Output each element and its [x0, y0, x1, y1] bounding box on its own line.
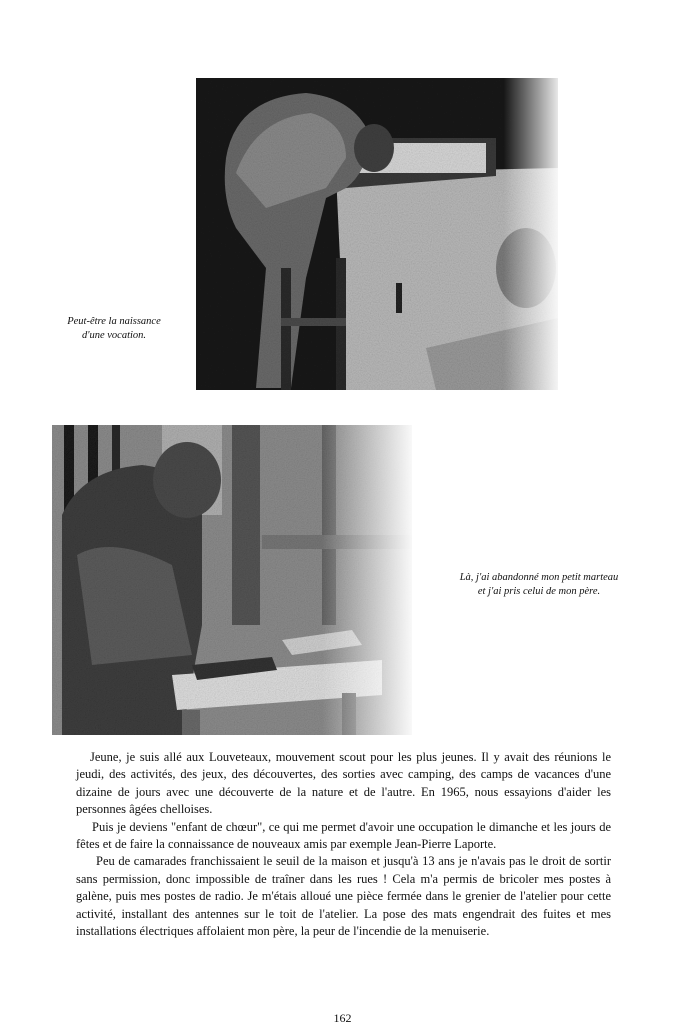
photo-caption-2: Là, j'ai abandonné mon petit marteau et j'ai pris celui de mon père.: [459, 572, 619, 597]
photo-caption-1: Peut-être la naissance d'une vocation.: [67, 316, 161, 341]
paragraph-2: Puis je deviens "enfant de chœur", ce qui me permet d'avoir une occupation le dimanche et les jours de fêtes et de faire la connaissance de nouveaux amis par exemple Jean-Pierre Laporte.: [76, 819, 611, 852]
photo-boy-at-workbench: [52, 425, 412, 735]
page-number: 162: [333, 1011, 352, 1025]
body-text: [76, 749, 611, 940]
paragraph-3: Peu de camarades franchissaient le seuil de la maison et jusqu'à 13 ans je n'avais pas le droit de sortir sans permission, donc impossible de traîner dans les rues ! Cela m'a permis de bricoler mes postes à galène, puis mes postes de radio. Je m'étais alloué une pièce fermée dans le grenier de l'atelier pour cette activité, installant des antennes sur le toit de l'atelier. La pose des mats engendrait des fuites et mes installations électriques affolaient mon père, la peur de l'incendie de la menuiserie.: [76, 854, 611, 939]
photo-boy-leaning: [196, 78, 558, 390]
paragraph-1: Jeune, je suis allé aux Louveteaux, mouvement scout pour les plus jeunes. Il y avait des réunions le jeudi, des activités, des jeux, des découvertes, des sorties avec camping, des camps de vacances d'une dizaine de jours avec une découverte de la nature et de l'autre. En 1965, nous essayions d'aider les personnes âgées chelloises.: [76, 750, 611, 817]
